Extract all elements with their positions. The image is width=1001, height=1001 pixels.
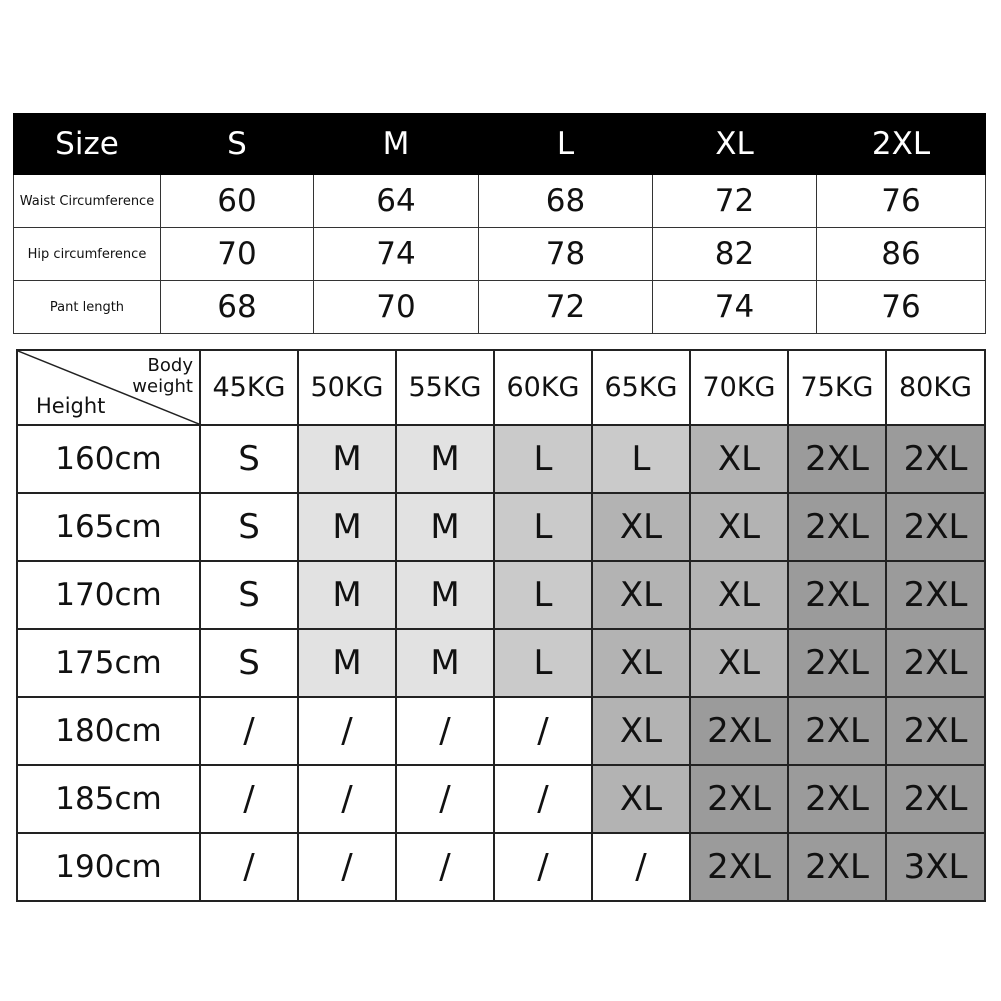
height-cell: 165cm bbox=[17, 493, 200, 561]
size-cell: XL bbox=[592, 561, 690, 629]
measurement-cell: 70 bbox=[161, 228, 314, 281]
measurement-cell: 70 bbox=[314, 281, 479, 334]
size-cell: / bbox=[396, 833, 494, 901]
size-cell: L bbox=[494, 561, 592, 629]
size-cell: XL bbox=[690, 425, 788, 493]
weight-header: 45KG bbox=[200, 350, 298, 425]
height-row bbox=[17, 561, 985, 629]
measurement-cell: 74 bbox=[653, 281, 817, 334]
height-label: Height bbox=[36, 394, 106, 418]
hip-row bbox=[14, 228, 986, 281]
measurement-cell: 68 bbox=[161, 281, 314, 334]
size-cell: S bbox=[200, 629, 298, 697]
size-cell: 3XL bbox=[886, 833, 985, 901]
weight-header: 60KG bbox=[494, 350, 592, 425]
size-cell: / bbox=[298, 697, 396, 765]
height-row bbox=[17, 425, 985, 493]
size-cell: 2XL bbox=[788, 765, 886, 833]
size-cell: L bbox=[494, 493, 592, 561]
row-label: Pant length bbox=[14, 281, 161, 334]
size-cell: 2XL bbox=[788, 833, 886, 901]
size-cell: 2XL bbox=[886, 493, 985, 561]
size-cell: XL bbox=[592, 493, 690, 561]
size-cell: L bbox=[494, 425, 592, 493]
height-row bbox=[17, 493, 985, 561]
size-cell: 2XL bbox=[886, 425, 985, 493]
size-cell: XL bbox=[592, 765, 690, 833]
size-header-2xl: 2XL bbox=[817, 114, 986, 175]
height-cell: 190cm bbox=[17, 833, 200, 901]
size-cell: / bbox=[396, 697, 494, 765]
size-cell: L bbox=[592, 425, 690, 493]
size-cell: / bbox=[494, 833, 592, 901]
size-cell: M bbox=[396, 561, 494, 629]
size-cell: / bbox=[200, 697, 298, 765]
size-cell: / bbox=[494, 697, 592, 765]
measurement-cell: 72 bbox=[653, 175, 817, 228]
measurement-cell: 82 bbox=[653, 228, 817, 281]
size-cell: / bbox=[298, 833, 396, 901]
measurement-cell: 86 bbox=[817, 228, 986, 281]
size-cell: 2XL bbox=[690, 697, 788, 765]
weight-header: 70KG bbox=[690, 350, 788, 425]
size-cell: XL bbox=[690, 561, 788, 629]
size-header-s: S bbox=[161, 114, 314, 175]
size-cell: 2XL bbox=[886, 561, 985, 629]
size-cell: M bbox=[396, 493, 494, 561]
size-header-xl: XL bbox=[653, 114, 817, 175]
height-weight-fit-table bbox=[16, 349, 986, 902]
size-cell: S bbox=[200, 425, 298, 493]
corner-cell bbox=[17, 350, 200, 425]
size-cell: M bbox=[396, 629, 494, 697]
size-cell: M bbox=[298, 629, 396, 697]
body-weight-label: Body weight bbox=[132, 355, 193, 397]
weight-header-row bbox=[17, 350, 985, 425]
height-cell: 160cm bbox=[17, 425, 200, 493]
size-header-label: Size bbox=[14, 114, 161, 175]
size-cell: / bbox=[200, 765, 298, 833]
size-cell: L bbox=[494, 629, 592, 697]
size-cell: 2XL bbox=[788, 561, 886, 629]
size-cell: 2XL bbox=[886, 629, 985, 697]
size-cell: / bbox=[592, 833, 690, 901]
height-cell: 170cm bbox=[17, 561, 200, 629]
size-cell: XL bbox=[592, 697, 690, 765]
measurement-cell: 76 bbox=[817, 281, 986, 334]
size-cell: XL bbox=[690, 493, 788, 561]
height-row bbox=[17, 765, 985, 833]
size-cell: 2XL bbox=[788, 697, 886, 765]
height-row bbox=[17, 697, 985, 765]
size-cell: XL bbox=[592, 629, 690, 697]
measurement-cell: 74 bbox=[314, 228, 479, 281]
size-cell: M bbox=[396, 425, 494, 493]
weight-header: 75KG bbox=[788, 350, 886, 425]
size-cell: / bbox=[494, 765, 592, 833]
size-cell: / bbox=[200, 833, 298, 901]
size-cell: 2XL bbox=[788, 629, 886, 697]
size-cell: / bbox=[396, 765, 494, 833]
height-cell: 175cm bbox=[17, 629, 200, 697]
row-label: Hip circumference bbox=[14, 228, 161, 281]
measurement-cell: 68 bbox=[479, 175, 653, 228]
size-cell: 2XL bbox=[788, 493, 886, 561]
size-cell: 2XL bbox=[886, 697, 985, 765]
size-cell: M bbox=[298, 493, 396, 561]
height-cell: 180cm bbox=[17, 697, 200, 765]
weight-header: 80KG bbox=[886, 350, 985, 425]
size-header-row bbox=[14, 114, 986, 175]
measurement-cell: 78 bbox=[479, 228, 653, 281]
weight-header: 55KG bbox=[396, 350, 494, 425]
measurement-cell: 64 bbox=[314, 175, 479, 228]
size-header-l: L bbox=[479, 114, 653, 175]
size-cell: 2XL bbox=[690, 833, 788, 901]
size-cell: S bbox=[200, 561, 298, 629]
height-cell: 185cm bbox=[17, 765, 200, 833]
height-row bbox=[17, 629, 985, 697]
size-header-m: M bbox=[314, 114, 479, 175]
size-cell: S bbox=[200, 493, 298, 561]
measurement-cell: 76 bbox=[817, 175, 986, 228]
pant-length-row bbox=[14, 281, 986, 334]
size-cell: 2XL bbox=[690, 765, 788, 833]
row-label: Waist Circumference bbox=[14, 175, 161, 228]
measurement-cell: 60 bbox=[161, 175, 314, 228]
waist-row bbox=[14, 175, 986, 228]
size-cell: M bbox=[298, 561, 396, 629]
weight-header: 65KG bbox=[592, 350, 690, 425]
size-cell: 2XL bbox=[788, 425, 886, 493]
size-cell: XL bbox=[690, 629, 788, 697]
measurement-cell: 72 bbox=[479, 281, 653, 334]
size-cell: / bbox=[298, 765, 396, 833]
size-measurement-table bbox=[13, 113, 986, 334]
size-cell: 2XL bbox=[886, 765, 985, 833]
weight-header: 50KG bbox=[298, 350, 396, 425]
size-cell: M bbox=[298, 425, 396, 493]
height-row bbox=[17, 833, 985, 901]
